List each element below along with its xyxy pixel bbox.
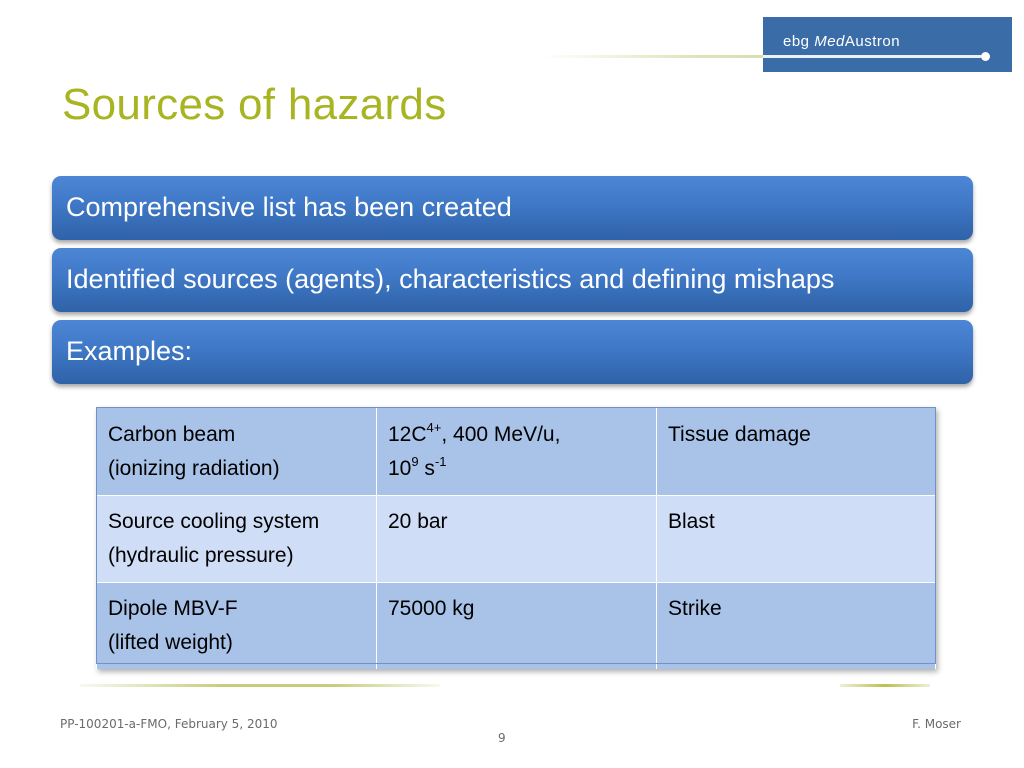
table-cell: 20 bar <box>377 496 657 583</box>
logo-text: ebg MedAustron <box>783 33 901 50</box>
table-row <box>97 496 936 583</box>
slide-title: Sources of hazards <box>62 80 447 129</box>
bullet-bar-2: Identified sources (agents), characteristics and defining mishaps <box>52 248 973 312</box>
footer-decor-line-left <box>80 684 440 687</box>
bullet-bar-1: Comprehensive list has been created <box>52 176 973 240</box>
footer-decor-line-right <box>840 684 930 687</box>
logo <box>763 17 1012 72</box>
page-number: 9 <box>498 731 506 745</box>
table-row <box>97 408 936 496</box>
table-cell: Blast <box>657 496 936 583</box>
footer-author: F. Moser <box>912 717 961 731</box>
table-cell: Source cooling system (hydraulic pressure) <box>97 496 377 583</box>
bullet-bar-3: Examples: <box>52 320 973 384</box>
footer-document-id: PP-100201-a-FMO, February 5, 2010 <box>60 717 278 731</box>
table-cell: Strike <box>657 583 936 670</box>
table-cell: Tissue damage <box>657 408 936 496</box>
logo-dot <box>981 52 990 61</box>
table-cell: $12C^{4+}$, 400 MeV/u, $10^9$ $s^{-1}$ <box>377 408 657 496</box>
table-row <box>97 583 936 670</box>
hazards-table <box>96 407 936 669</box>
table-cell: Carbon beam (ionizing radiation) <box>97 408 377 496</box>
table-cell: 75000 kg <box>377 583 657 670</box>
logo-underline <box>763 55 981 58</box>
table-cell: Dipole MBV-F (lifted weight) <box>97 583 377 670</box>
